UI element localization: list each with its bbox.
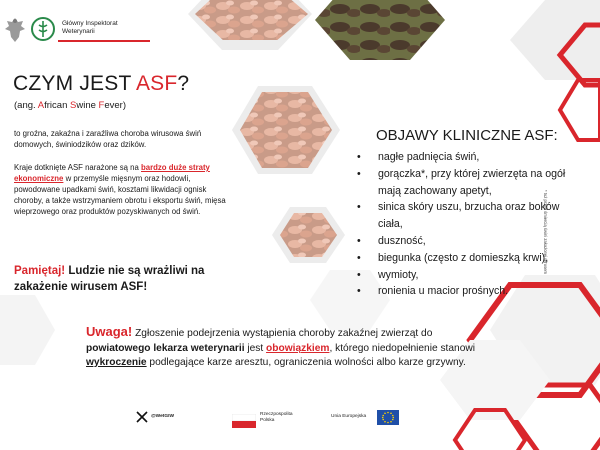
org-name-line1: Główny Inspektorat: [62, 20, 118, 27]
symptom-item: • ronienia u macior prośnych.: [357, 283, 587, 300]
hex-grey-left: [0, 295, 55, 365]
subtitle-s: S: [70, 100, 77, 111]
header-underline: [58, 40, 150, 42]
rp-label: [260, 412, 293, 424]
notice-vet: powiatowego lekarza weterynarii: [86, 342, 245, 354]
intro-paragraph: to groźna, zakaźna i zaraźliwa choroba wirusowa świń domowych, świniodzików oraz dzików.: [14, 129, 202, 149]
subtitle-s-rest: wine: [76, 100, 99, 111]
losses-before: Kraje dotknięte ASF narażone są na: [14, 163, 141, 172]
x-handle: @WetGIW: [151, 414, 174, 419]
symptom-item: • sinica skóry uszu, brzucha oraz boków ciała,: [357, 199, 587, 233]
x-logo-icon: [136, 411, 148, 423]
symptom-item: • duszność,: [357, 233, 587, 250]
notice-duty: obowiązkiem: [266, 342, 330, 354]
title-suffix: ?: [177, 72, 190, 95]
subtitle-a-rest: frican: [44, 100, 70, 111]
hex-red-right-mid: [560, 80, 600, 140]
symptom-item: • biegunka (często z domieszką krwi),: [357, 250, 587, 267]
subtitle-f-rest: ever): [104, 100, 126, 111]
eu-label: Unia Europejska: [331, 414, 367, 419]
losses-paragraph: [14, 162, 236, 217]
symptom-item: • gorączka*, przy której zwierzęta na ogół mają zachowany apetyt,: [357, 166, 587, 200]
side-footnote: * tuż przed śmiercią świni zakażonej wirusem: [543, 190, 548, 275]
page-title: [13, 72, 189, 96]
remember-note: [14, 263, 244, 295]
org-name-line2: Weterynarii: [62, 28, 95, 35]
eagle-emblem-icon: [3, 15, 27, 45]
hex-grey-right-top: [510, 0, 600, 80]
org-name: [62, 20, 118, 36]
losses-after: w przemyśle mięsnym oraz hodowli, powodowane upadkami świń, kosztami likwidacji ognisk choroby, a także wstrzymaniem obrotu i eksportu świń, mięsa wieprzowego oraz produktów pozyskiwanych od świń.: [14, 174, 226, 216]
notice-part4: podlegające karze aresztu, ograniczenia wolności albo karze grzywny.: [146, 357, 466, 368]
remember-text: Ludzie nie są wrażliwi na zakażenie wirusem ASF!: [14, 265, 205, 293]
symptom-item: • wymioty,: [357, 267, 587, 284]
eu-flag-icon: [377, 410, 399, 425]
symptoms-title: OBJAWY KLINICZNE ASF:: [376, 127, 558, 144]
notice-paragraph: [86, 325, 486, 371]
giw-logo-icon: [30, 16, 56, 42]
symptoms-list: [357, 149, 587, 300]
subtitle-open: (ang.: [14, 100, 38, 111]
remember-label: Pamiętaj!: [14, 265, 66, 277]
losses-emphasis: bardzo duże straty ekonomiczne: [14, 163, 210, 183]
title-accent: ASF: [135, 72, 178, 95]
rp-line2: Polska: [260, 418, 275, 423]
notice-part3: , którego niedopełnienie stanowi: [329, 342, 476, 354]
subtitle-f: F: [98, 100, 105, 111]
notice-label: Uwaga!: [86, 324, 133, 339]
subtitle-a: A: [37, 100, 45, 111]
poland-flag-icon: [232, 414, 256, 428]
notice-offence: wykroczenie: [86, 357, 147, 368]
notice-part2: jest: [244, 342, 267, 354]
subtitle: [14, 100, 126, 111]
notice-part1: Zgłoszenie podejrzenia wystąpienia choroby zakaźnej zwierząt do: [132, 328, 433, 339]
symptom-item: • nagłe padnięcia świń,: [357, 149, 587, 166]
rp-line1: Rzeczpospolita: [260, 412, 293, 417]
title-prefix: CZYM JEST: [13, 72, 136, 95]
photo-wild-boars: [310, 0, 450, 65]
